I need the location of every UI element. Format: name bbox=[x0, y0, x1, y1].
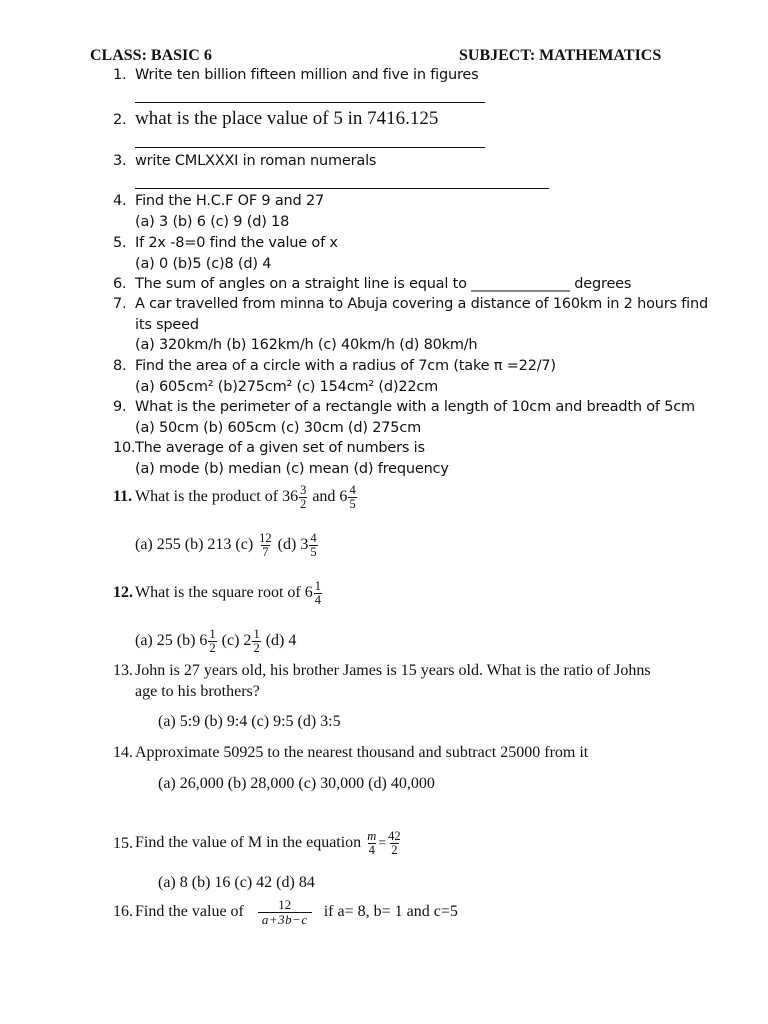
q15-fraction-42: $\frac{42}{2}$ bbox=[388, 828, 401, 857]
q13-options: (a) 5:9 (b) 9:4 (c) 9:5 (d) 3:5 bbox=[158, 713, 341, 730]
q3-text: write CMLXXXI in roman numerals bbox=[135, 153, 377, 169]
q13-number: 13. bbox=[113, 662, 133, 679]
q16-text: Find the value of $\frac{12}{a+3b-c}$ if a= 8, b= 1 and c=5 bbox=[135, 897, 458, 927]
q15-text: Find the value of M in the equation $\frac{m}{4}$ = $\frac{42}{2}$ bbox=[135, 828, 401, 857]
q12-number: 12. bbox=[113, 584, 133, 601]
q13-text-line1: John is 27 years old, his brother James is 15 years old. What is the ratio of Johns bbox=[135, 662, 651, 679]
q14-number: 14. bbox=[113, 744, 133, 761]
q7-text-line2: its speed bbox=[135, 317, 199, 333]
q13-text-line2: age to his brothers? bbox=[135, 683, 260, 700]
class-label: CLASS: BASIC 6 bbox=[90, 47, 212, 64]
q10-options: (a) mode (b) median (c) mean (d) frequency bbox=[135, 461, 449, 477]
q11-fraction-1: $\frac{3}{2}$ bbox=[300, 482, 307, 511]
q7-options: (a) 320km/h (b) 162km/h (c) 40km/h (d) 80km/h bbox=[135, 337, 478, 353]
q1-answer-line bbox=[135, 102, 485, 103]
q14-options: (a) 26,000 (b) 28,000 (c) 30,000 (d) 40,000 bbox=[158, 775, 435, 792]
q14-text: Approximate 50925 to the nearest thousand and subtract 25000 from it bbox=[135, 744, 589, 761]
q16-number: 16. bbox=[113, 903, 133, 920]
q15-number: 15. bbox=[113, 835, 133, 852]
q8-number: 8. bbox=[113, 358, 127, 374]
q11-option-d-fraction: $\frac{4}{5}$ bbox=[310, 530, 317, 559]
q5-number: 5. bbox=[113, 235, 127, 251]
q11-fraction-2: $\frac{4}{5}$ bbox=[349, 482, 356, 511]
q3-answer-line bbox=[135, 188, 549, 189]
q11-number: 11. bbox=[113, 488, 133, 505]
q16-fraction: $\frac{12}{a+3b-c}$ bbox=[258, 898, 312, 926]
q9-options: (a) 50cm (b) 605cm (c) 30cm (d) 275cm bbox=[135, 420, 422, 436]
q1-number: 1. bbox=[113, 67, 127, 83]
q11-text-mid: and 6 bbox=[308, 488, 348, 505]
q2-answer-line bbox=[135, 147, 485, 148]
q4-text: Find the H.C.F OF 9 and 27 bbox=[135, 193, 324, 209]
q10-text: The average of a given set of numbers is bbox=[135, 440, 425, 456]
q7-text-line1: A car travelled from minna to Abuja covering a distance of 160km in 2 hours find bbox=[135, 296, 709, 312]
q3-number: 3. bbox=[113, 153, 127, 169]
q12-options: (a) 25 (b) 6 $\frac{1}{2}$ (c) 2 $\frac{1}{2}$ (d) 4 bbox=[135, 626, 297, 655]
q11-text bbox=[135, 479, 358, 515]
q12-option-c-fraction: $\frac{1}{2}$ bbox=[253, 626, 260, 655]
q12-fraction: $\frac{1}{4}$ bbox=[314, 578, 321, 607]
q11-text-pre: What is the product of 36 bbox=[135, 488, 299, 505]
q9-text: What is the perimeter of a rectangle with a length of 10cm and breadth of 5cm bbox=[135, 399, 695, 415]
q5-options: (a) 0 (b)5 (c)8 (d) 4 bbox=[135, 256, 272, 272]
q6-text: The sum of angles on a straight line is equal to ______________ degrees bbox=[135, 276, 632, 292]
q6-number: 6. bbox=[113, 276, 127, 292]
q12-option-b-fraction: $\frac{1}{2}$ bbox=[209, 626, 216, 655]
q8-text: Find the area of a circle with a radius of 7cm (take π =22/7) bbox=[135, 358, 556, 374]
q5-text: If 2x -8=0 find the value of x bbox=[135, 235, 338, 251]
q10-number: 10. bbox=[113, 440, 136, 456]
q4-number: 4. bbox=[113, 193, 127, 209]
q15-options: (a) 8 (b) 16 (c) 42 (d) 84 bbox=[158, 874, 315, 891]
q8-options: (a) 605cm² (b)275cm² (c) 154cm² (d)22cm bbox=[135, 379, 439, 395]
q2-number: 2. bbox=[113, 112, 127, 128]
q7-number: 7. bbox=[113, 296, 127, 312]
subject-label: SUBJECT: MATHEMATICS bbox=[459, 47, 662, 64]
q11-options: (a) 255 (b) 213 (c) $\frac{12}{7}$ (d) 3 $\frac{4}{5}$ bbox=[135, 530, 317, 559]
q2-text: what is the place value of 5 in 7416.125 bbox=[135, 108, 439, 129]
q15-fraction-m: $\frac{m}{4}$ bbox=[367, 828, 377, 857]
q4-options: (a) 3 (b) 6 (c) 9 (d) 18 bbox=[135, 214, 290, 230]
q12-text: What is the square root of 6 $\frac{1}{4}$ bbox=[135, 578, 321, 607]
q1-text: Write ten billion fifteen million and five in figures bbox=[135, 67, 479, 83]
q11-option-c-fraction: $\frac{12}{7}$ bbox=[259, 530, 272, 559]
q9-number: 9. bbox=[113, 399, 127, 415]
